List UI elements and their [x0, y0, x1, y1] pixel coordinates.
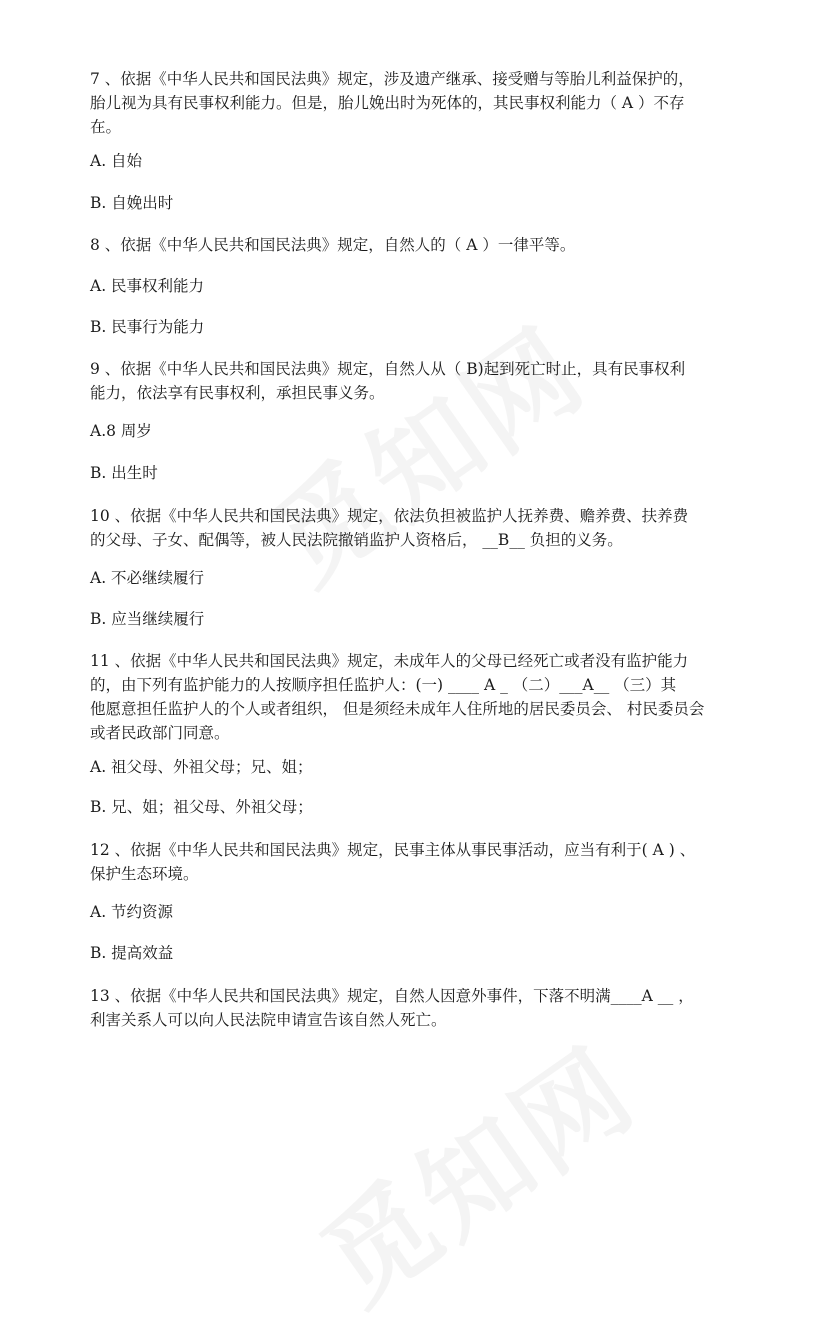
question-12-option-a: A. 节约资源	[90, 903, 174, 921]
question-10-option-a: A. 不必继续履行	[90, 569, 205, 587]
question-12-text-line: 12 、依据《中华人民共和国民法典》规定，民事主体从事民事活动，应当有利于( A ) 、	[90, 841, 696, 859]
question-10-text-line: 的父母、子女、配偶等，被人民法院撤销监护人资格后， __B__ 负担的义务。	[90, 531, 623, 549]
question-9-text-line: 9 、依据《中华人民共和国民法典》规定，自然人从（ B)起到死亡时止，具有民事权利	[90, 360, 686, 378]
question-8-option-a: A. 民事权利能力	[90, 277, 205, 295]
question-9-text-line: 能力，依法享有民事权利，承担民事义务。	[90, 384, 385, 402]
question-11-text-line: 或者民政部门同意。	[90, 724, 230, 742]
watermark	[286, 1004, 662, 1333]
question-7-text-line: 在。	[90, 118, 122, 136]
question-12-text-line: 保护生态环境。	[90, 865, 199, 883]
question-7-text-line: 胎儿视为具有民事权利能力。但是，胎儿娩出时为死体的，其民事权利能力（ A ）不存	[90, 94, 685, 112]
question-10-option-b: B. 应当继续履行	[90, 610, 205, 628]
question-11-option-a: A. 祖父母、外祖父母；兄、姐；	[90, 758, 313, 776]
question-10-text-line: 10 、依据《中华人民共和国民法典》规定，依法负担被监护人抚养费、赡养费、扶养费	[90, 507, 689, 525]
question-13-text-line: 利害关系人可以向人民法院申请宣告该自然人死亡。	[90, 1011, 447, 1029]
question-11-option-b: B. 兄、姐；祖父母、外祖父母；	[90, 798, 313, 816]
question-7-option-b: B. 自娩出时	[90, 194, 174, 212]
question-9-option-b: B. 出生时	[90, 464, 158, 482]
question-12-option-b: B. 提高效益	[90, 944, 174, 962]
question-7-option-a: A. 自始	[90, 152, 143, 170]
question-13-text-line: 13 、依据《中华人民共和国民法典》规定，自然人因意外事件，下落不明满____A __ ，	[90, 987, 694, 1005]
question-8-option-b: B. 民事行为能力	[90, 318, 205, 336]
question-11-text-line: 11 、依据《中华人民共和国民法典》规定，未成年人的父母已经死亡或者没有监护能力	[90, 652, 689, 670]
question-11-text-line: 的，由下列有监护能力的人按顺序担任监护人：(一) ____ A _ （二）___A__ （三）其	[90, 676, 677, 694]
question-9-option-a: A.8 周岁	[90, 422, 152, 440]
question-7-text-line: 7 、依据《中华人民共和国民法典》规定，涉及遗产继承、接受赠与等胎儿利益保护的，	[90, 70, 694, 88]
question-8-text-line: 8 、依据《中华人民共和国民法典》规定，自然人的（ A ）一律平等。	[90, 236, 576, 254]
question-11-text-line: 他愿意担任监护人的个人或者组织， 但是须经未成年人住所地的居民委员会、 村民委员会	[90, 700, 705, 718]
